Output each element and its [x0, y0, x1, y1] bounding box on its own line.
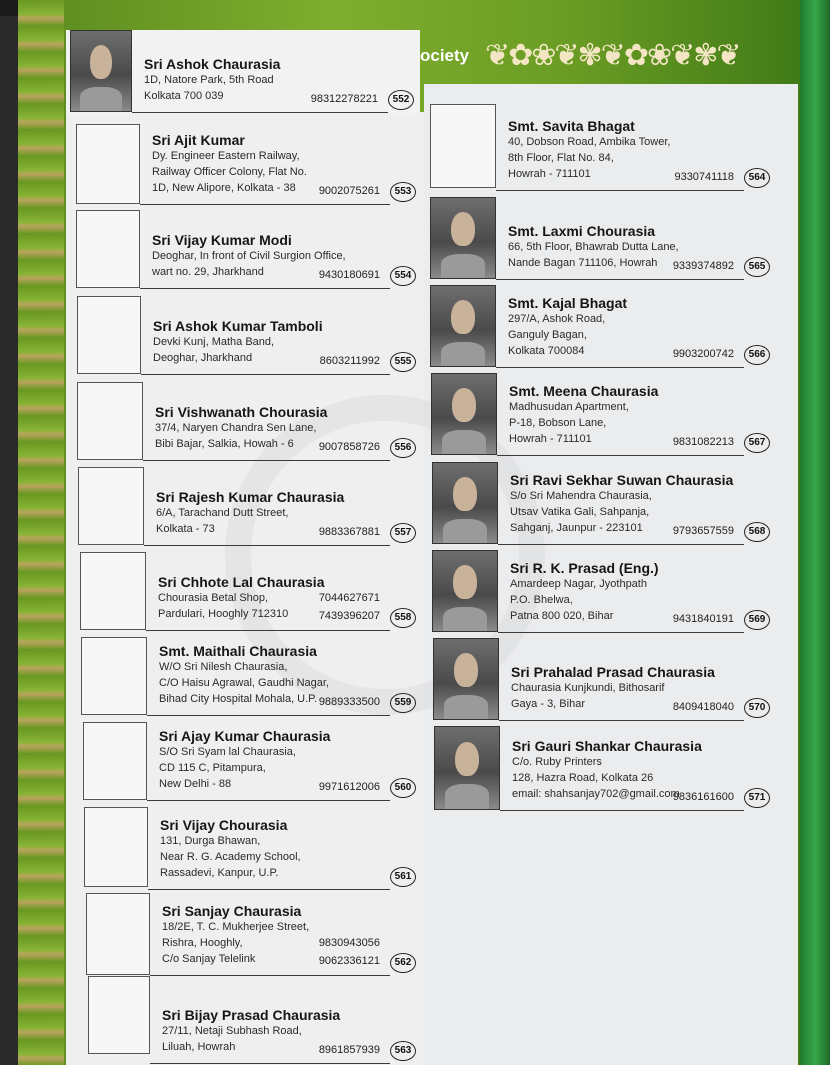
- portrait-head: [455, 742, 478, 776]
- phone-number: 7044627671: [318, 592, 380, 604]
- photo-placeholder: [76, 210, 140, 288]
- entry-name: Sri Ajit Kumar: [152, 132, 245, 148]
- address-line: Sahganj, Jaunpur - 223101: [510, 522, 643, 534]
- entry-text: [159, 643, 329, 707]
- phone-number: 8961857939: [318, 1044, 380, 1056]
- entry-name: Sri Sanjay Chaurasia: [162, 903, 302, 919]
- entry-name: Smt. Kajal Bhagat: [508, 295, 628, 311]
- address-line: Ganguly Bagan,: [508, 329, 587, 341]
- entry-name: Smt. Laxmi Chourasia: [508, 223, 656, 239]
- photo-placeholder: [81, 637, 147, 715]
- address-line: Deoghar, In front of Civil Surgion Office,: [152, 250, 346, 262]
- phone-number: 9831082213: [672, 436, 734, 448]
- address-line: Dy. Engineer Eastern Railway,: [152, 150, 300, 162]
- photo-placeholder: [88, 976, 150, 1054]
- photo-placeholder: [76, 124, 140, 204]
- address-line: Bihad City Hospital Mohala, U.P.: [159, 693, 318, 705]
- address-line: S/O Sri Syam lal Chaurasia,: [159, 746, 296, 758]
- portrait-head: [453, 565, 476, 599]
- address-line: 40, Dobson Road, Ambika Tower,: [508, 136, 671, 148]
- address-line: Patna 800 020, Bihar: [510, 610, 614, 622]
- entry-text: [144, 56, 280, 104]
- entry-divider: [141, 374, 390, 375]
- phone-number-secondary: 7439396207: [318, 610, 380, 622]
- directory-entry: [430, 285, 774, 369]
- address-line: Kolkata 700 039: [144, 90, 224, 102]
- entry-text: [508, 295, 627, 359]
- address-line: Kolkata 700084: [508, 345, 585, 357]
- entry-number-badge: 564: [744, 168, 770, 188]
- directory-entry: [434, 726, 774, 812]
- address-line: Near R. G. Academy School,: [160, 851, 301, 863]
- phone-number: 8409418040: [672, 701, 734, 713]
- address-line: Railway Officer Colony, Flat No.: [152, 166, 307, 178]
- address-line: Bibi Bajar, Salkia, Howah - 6: [155, 438, 294, 450]
- floral-border-left: [18, 0, 64, 1065]
- directory-entry: [78, 467, 420, 547]
- entry-number-badge: 562: [390, 953, 416, 973]
- directory-entry: [70, 30, 418, 114]
- address-line: P.O. Bhelwa,: [510, 594, 573, 606]
- entry-divider: [143, 460, 390, 461]
- directory-entry: [430, 104, 774, 192]
- entry-text: [508, 223, 679, 271]
- entry-number-badge: 553: [390, 182, 416, 202]
- entry-name: Sri R. K. Prasad (Eng.): [510, 560, 659, 576]
- photo-placeholder: [77, 296, 141, 374]
- directory-entry: [433, 638, 774, 722]
- directory-entry: [81, 637, 420, 717]
- entry-divider: [496, 367, 744, 368]
- address-line: Liluah, Howrah: [162, 1041, 236, 1053]
- portrait-body: [445, 784, 490, 809]
- address-line: New Delhi - 88: [159, 778, 232, 790]
- phone-number: 9971612006: [318, 781, 380, 793]
- photo-placeholder: [77, 382, 143, 460]
- portrait-body: [443, 519, 488, 543]
- phone-number: 9836161600: [672, 791, 734, 803]
- entry-divider: [147, 800, 390, 801]
- address-line: Madhusudan Apartment,: [509, 401, 629, 413]
- entry-number-badge: 561: [390, 867, 416, 887]
- entry-divider: [146, 630, 390, 631]
- entry-text: [159, 728, 330, 792]
- phone-number: 9002075261: [318, 185, 380, 197]
- phone-number: 9007858726: [318, 441, 380, 453]
- entry-text: [158, 574, 324, 622]
- entry-number-badge: 570: [744, 698, 770, 718]
- phone-number: 9903200742: [672, 348, 734, 360]
- address-line: C/O Haisu Agrawal, Gaudhi Nagar,: [159, 677, 329, 689]
- portrait-head: [454, 653, 477, 687]
- entry-name: Sri Ashok Chaurasia: [144, 56, 281, 72]
- entry-name: Smt. Meena Chaurasia: [509, 383, 659, 399]
- portrait-photo: [434, 726, 500, 810]
- address-line: Rassadevi, Kanpur, U.P.: [160, 867, 279, 879]
- address-line: Gaya - 3, Bihar: [511, 698, 585, 710]
- address-line: 1D, Natore Park, 5th Road: [144, 74, 274, 86]
- portrait-head: [451, 212, 474, 246]
- entry-name: Sri Vijay Chourasia: [160, 817, 288, 833]
- phone-number: 9793657559: [672, 525, 734, 537]
- address-line: email: shahsanjay702@gmail.com: [512, 788, 680, 800]
- directory-entry: [76, 124, 420, 206]
- photo-placeholder: [78, 467, 144, 545]
- portrait-photo: [432, 550, 498, 632]
- address-line: Chaurasia Kunjkundi, Bithosarif: [511, 682, 665, 694]
- photo-placeholder: [80, 552, 146, 630]
- address-line: Rishra, Hooghly,: [162, 937, 243, 949]
- address-line: 6/A, Tarachand Dutt Street,: [156, 507, 289, 519]
- entry-name: Sri Vishwanath Chourasia: [155, 404, 328, 420]
- address-line: C/o. Ruby Printers: [512, 756, 602, 768]
- address-line: Nande Bagan 711106, Howrah: [508, 257, 658, 269]
- entry-text: [152, 232, 346, 280]
- address-line: Chourasia Betal Shop,: [158, 592, 269, 604]
- floral-ornament-top: ❦✿❀❦✾❦✿❀❦✾❦: [485, 38, 740, 73]
- directory-entry: [80, 552, 420, 632]
- portrait-body: [80, 87, 122, 111]
- entry-number-badge: 563: [390, 1041, 416, 1061]
- book-spine: [800, 0, 830, 1065]
- address-line: W/O Sri Nilesh Chaurasia,: [159, 661, 288, 673]
- entry-divider: [499, 720, 744, 721]
- directory-entry: [88, 976, 420, 1065]
- phone-number-secondary: 9062336121: [318, 955, 380, 967]
- entry-number-badge: 555: [390, 352, 416, 372]
- address-line: Utsav Vatika Gali, Sahpanja,: [510, 506, 650, 518]
- address-line: Howrah - 711101: [509, 433, 592, 445]
- portrait-body: [442, 430, 487, 454]
- entry-name: Sri Rajesh Kumar Chaurasia: [156, 489, 345, 505]
- entry-number-badge: 571: [744, 788, 770, 808]
- portrait-head: [453, 477, 476, 511]
- phone-number: 9330741118: [674, 171, 734, 183]
- phone-number: 9431840191: [672, 613, 734, 625]
- address-line: C/o Sanjay Telelink: [162, 953, 256, 965]
- header-fragment: ociety: [420, 46, 470, 65]
- entry-text: [162, 903, 309, 967]
- entry-number-badge: 556: [390, 438, 416, 458]
- photo-placeholder: [86, 893, 150, 975]
- entry-divider: [150, 1063, 390, 1064]
- entry-number-badge: 558: [390, 608, 416, 628]
- entry-text: [152, 132, 307, 196]
- portrait-body: [441, 254, 486, 278]
- entry-text: [156, 489, 344, 537]
- entry-number-badge: 569: [744, 610, 770, 630]
- portrait-body: [444, 695, 489, 719]
- entry-number-badge: 560: [390, 778, 416, 798]
- entry-divider: [498, 544, 744, 545]
- address-line: 1D, New Alipore, Kolkata - 38: [152, 182, 296, 194]
- entry-number-badge: 559: [390, 693, 416, 713]
- entry-divider: [500, 810, 744, 811]
- entry-text: [162, 1007, 340, 1055]
- directory-entry: [431, 373, 774, 457]
- address-line: 128, Hazra Road, Kolkata 26: [512, 772, 654, 784]
- address-line: Deoghar, Jharkhand: [153, 352, 253, 364]
- entry-text: [509, 383, 658, 447]
- address-line: P-18, Bobson Lane,: [509, 417, 607, 429]
- address-line: Amardeep Nagar, Jyothpath: [510, 578, 647, 590]
- entry-name: Sri Ashok Kumar Tamboli: [153, 318, 323, 334]
- directory-entry: [77, 296, 420, 376]
- entry-name: Smt. Maithali Chaurasia: [159, 643, 317, 659]
- portrait-head: [90, 45, 112, 79]
- phone-number: 9430180691: [318, 269, 380, 281]
- address-line: S/o Sri Mahendra Chaurasia,: [510, 490, 652, 502]
- entry-name: Sri Vijay Kumar Modi: [152, 232, 292, 248]
- entry-divider: [148, 889, 390, 890]
- phone-number: 9889333500: [318, 696, 380, 708]
- entry-name: Smt. Savita Bhagat: [508, 118, 635, 134]
- address-line: Devki Kunj, Matha Band,: [153, 336, 275, 348]
- entry-divider: [147, 715, 390, 716]
- portrait-head: [451, 300, 474, 334]
- address-line: 27/11, Netaji Subhash Road,: [162, 1025, 302, 1037]
- directory-entry: [430, 197, 774, 281]
- phone-number: 9830943056: [318, 937, 380, 949]
- portrait-photo: [431, 373, 497, 455]
- address-line: Pardulari, Hooghly 712310: [158, 608, 289, 620]
- entry-divider: [498, 632, 744, 633]
- phone-number: 9883367881: [318, 526, 380, 538]
- entry-name: Sri Bijay Prasad Chaurasia: [162, 1007, 341, 1023]
- entry-text: [510, 560, 659, 624]
- directory-entry: [83, 722, 420, 802]
- address-line: 18/2E, T. C. Mukherjee Street,: [162, 921, 310, 933]
- entry-name: Sri Chhote Lal Chaurasia: [158, 574, 325, 590]
- directory-entry: [432, 462, 774, 546]
- entry-divider: [132, 112, 388, 113]
- photo-placeholder: [83, 722, 147, 800]
- entry-text: [155, 404, 327, 452]
- photo-placeholder: [84, 807, 148, 887]
- directory-entry: [432, 550, 774, 634]
- address-line: 37/4, Naryen Chandra Sen Lane,: [155, 422, 317, 434]
- entry-name: Sri Prahalad Prasad Chaurasia: [511, 664, 715, 680]
- entry-number-badge: 568: [744, 522, 770, 542]
- address-line: Kolkata - 73: [156, 523, 215, 535]
- phone-number: 98312278221: [310, 93, 378, 105]
- entry-name: Sri Gauri Shankar Chaurasia: [512, 738, 702, 754]
- address-line: 66, 5th Floor, Bhawrab Dutta Lane,: [508, 241, 679, 253]
- phone-number: 9339374892: [672, 260, 734, 272]
- entry-number-badge: 554: [390, 266, 416, 286]
- entry-text: [508, 118, 670, 182]
- address-line: 8th Floor, Flat No. 84,: [508, 152, 614, 164]
- portrait-photo: [430, 197, 496, 279]
- entry-number-badge: 557: [390, 523, 416, 543]
- portrait-photo: [432, 462, 498, 544]
- entry-divider: [140, 288, 390, 289]
- entry-divider: [497, 455, 744, 456]
- entry-divider: [140, 204, 390, 205]
- address-line: Howrah - 711101: [508, 168, 591, 180]
- entry-number-badge: 552: [388, 90, 414, 110]
- photo-placeholder: [430, 104, 496, 188]
- entry-text: [153, 318, 323, 366]
- portrait-photo: [433, 638, 499, 720]
- portrait-body: [441, 342, 486, 366]
- entry-name: Sri Ravi Sekhar Suwan Chaurasia: [510, 472, 734, 488]
- portrait-head: [452, 388, 475, 422]
- directory-entry: [86, 893, 420, 977]
- entry-divider: [144, 545, 390, 546]
- entry-number-badge: 567: [744, 433, 770, 453]
- entry-number-badge: 565: [744, 257, 770, 277]
- portrait-body: [443, 607, 488, 631]
- address-line: CD 115 C, Pitampura,: [159, 762, 266, 774]
- entry-text: [160, 817, 301, 881]
- entry-name: Sri Ajay Kumar Chaurasia: [159, 728, 331, 744]
- entry-divider: [496, 190, 744, 191]
- entry-number-badge: 566: [744, 345, 770, 365]
- portrait-photo: [70, 30, 132, 112]
- address-line: wart no. 29, Jharkhand: [152, 266, 264, 278]
- address-line: 131, Durga Bhawan,: [160, 835, 261, 847]
- address-line: 297/A, Ashok Road,: [508, 313, 606, 325]
- directory-entry: [77, 382, 420, 462]
- entry-divider: [496, 279, 744, 280]
- portrait-photo: [430, 285, 496, 367]
- directory-entry: [84, 807, 420, 891]
- phone-number: 8603211992: [319, 355, 380, 367]
- directory-entry: [76, 210, 420, 290]
